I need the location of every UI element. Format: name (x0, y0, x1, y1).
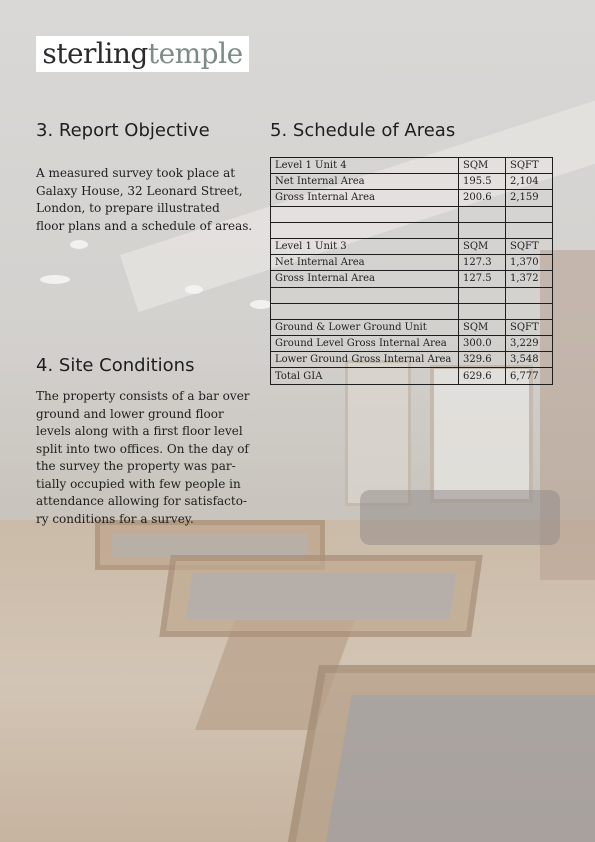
pool-table (281, 665, 595, 842)
schedule-of-areas-table (270, 157, 553, 385)
text-line: London, to prepare illustrated (36, 201, 220, 215)
sqft-cell: 2,159 (506, 190, 553, 206)
text-line: split into two offices. On the day of (36, 441, 249, 456)
table-row (271, 190, 553, 206)
text-line: Galaxy House, 32 Leonard Street, (36, 183, 243, 198)
area-label-cell (271, 287, 459, 303)
sqm-cell (459, 287, 506, 303)
sqft-cell (506, 303, 553, 319)
sqft-cell (506, 206, 553, 222)
table-row (271, 287, 553, 303)
text-line: A measured survey took place at (36, 166, 236, 180)
text-line: levels along with a first floor level (36, 424, 243, 438)
sqft-cell (506, 287, 553, 303)
sqft-cell: SQFT (506, 158, 553, 174)
text-line: ground and lower ground floor (36, 406, 224, 421)
table-row (271, 271, 553, 287)
sqft-cell: SQFT (506, 238, 553, 254)
table-row (271, 319, 553, 335)
section-heading-site-conditions: 4. Site Conditions (36, 355, 195, 376)
table-row (271, 336, 553, 352)
area-label-cell: Ground Level Gross Internal Area (271, 336, 459, 352)
area-label-cell (271, 222, 459, 238)
sqft-cell: 6,777 (506, 368, 553, 384)
ceiling-light (185, 285, 203, 294)
sqm-cell (459, 222, 506, 238)
site-conditions-text (36, 388, 250, 528)
sqm-cell: 195.5 (459, 174, 506, 190)
sqft-cell: 1,372 (506, 271, 553, 287)
ceiling-light (250, 300, 272, 309)
ceiling-light (40, 275, 70, 284)
table-row (271, 158, 553, 174)
sqm-cell: 127.5 (459, 271, 506, 287)
sqft-cell: 2,104 (506, 174, 553, 190)
table-row (271, 352, 553, 368)
sqm-cell: SQM (459, 238, 506, 254)
section-heading-report-objective: 3. Report Objective (36, 120, 210, 141)
area-label-cell: Ground & Lower Ground Unit (271, 319, 459, 335)
table-row (271, 238, 553, 254)
sqm-cell: 127.3 (459, 255, 506, 271)
section-heading-schedule-of-areas: 5. Schedule of Areas (270, 120, 456, 141)
text-line: floor plans and a schedule of areas. (36, 218, 253, 233)
brand-logo: sterlingtemple (36, 36, 249, 72)
sqft-cell (506, 222, 553, 238)
sqft-cell: 3,229 (506, 336, 553, 352)
sqft-cell: 3,548 (506, 352, 553, 368)
area-label-cell: Net Internal Area (271, 174, 459, 190)
area-label-cell: Net Internal Area (271, 255, 459, 271)
ceiling-light (70, 240, 88, 249)
area-label-cell: Gross Internal Area (271, 271, 459, 287)
area-label-cell: Lower Ground Gross Internal Area (271, 352, 459, 368)
sqft-cell: SQFT (506, 319, 553, 335)
sqm-cell (459, 206, 506, 222)
sqm-cell: 200.6 (459, 190, 506, 206)
text-line: The property consists of a bar over (36, 389, 250, 403)
table-row (271, 255, 553, 271)
sqm-cell: SQM (459, 319, 506, 335)
sqm-cell: 629.6 (459, 368, 506, 384)
sqm-cell (459, 303, 506, 319)
text-line: tially occupied with few people in (36, 476, 241, 491)
area-label-cell: Level 1 Unit 3 (271, 238, 459, 254)
table-row (271, 206, 553, 222)
pool-table (159, 555, 483, 637)
area-label-cell: Gross Internal Area (271, 190, 459, 206)
sqm-cell: SQM (459, 158, 506, 174)
window (430, 365, 533, 503)
text-line: attendance allowing for satisfacto- (36, 494, 247, 508)
sqm-cell: 300.0 (459, 336, 506, 352)
report-objective-text (36, 165, 252, 235)
sqm-cell: 329.6 (459, 352, 506, 368)
area-label-cell: Level 1 Unit 4 (271, 158, 459, 174)
sofa (360, 490, 560, 545)
text-line: ry conditions for a survey. (36, 511, 194, 526)
text-line: the survey the property was par- (36, 459, 236, 473)
table-row (271, 174, 553, 190)
table-row (271, 222, 553, 238)
area-label-cell: Total GIA (271, 368, 459, 384)
area-label-cell (271, 303, 459, 319)
area-label-cell (271, 206, 459, 222)
table-row (271, 303, 553, 319)
sqft-cell: 1,370 (506, 255, 553, 271)
table-row (271, 368, 553, 384)
